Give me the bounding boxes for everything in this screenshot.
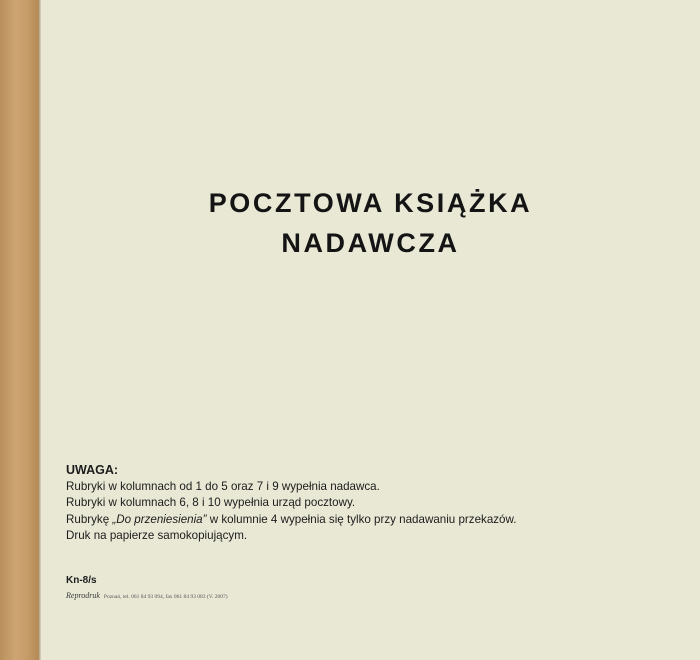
notice-line-2: Rubryki w kolumnach 6, 8 i 10 wypełnia urząd pocztowy. xyxy=(66,496,356,509)
notice-line-3-prefix: Rubrykę xyxy=(66,512,113,526)
form-code: Kn-8/s xyxy=(66,575,97,586)
notice-line-3-suffix: w kolumnie 4 wypełnia się tylko przy nadawaniu przekazów. xyxy=(206,512,517,526)
notice-block xyxy=(66,462,516,545)
notice-line-4: Druk na papierze samokopiującym. xyxy=(66,529,248,542)
cover-panel xyxy=(41,0,700,660)
notice-line-1: Rubryki w kolumnach od 1 do 5 oraz 7 i 9 wypełnia nadawca. xyxy=(66,479,380,493)
book-spine xyxy=(0,0,38,660)
notice-line-3-emphasis: „Do przeniesienia” xyxy=(112,512,207,526)
cover-title-line-1: POCZTOWA KSIĄŻKA xyxy=(208,188,533,218)
notice-line-3 xyxy=(66,512,516,529)
publisher-logo: Reprodruk xyxy=(66,591,100,600)
cover-title xyxy=(41,183,700,263)
publisher-imprint xyxy=(66,591,228,600)
cover-title-line-2: NADAWCZA xyxy=(281,228,460,258)
notice-heading: UWAGA: xyxy=(66,463,119,477)
publisher-details: Poznań, tel. 061 84 93 094, fax 061 84 93 083 (V. 2007) xyxy=(103,594,228,600)
